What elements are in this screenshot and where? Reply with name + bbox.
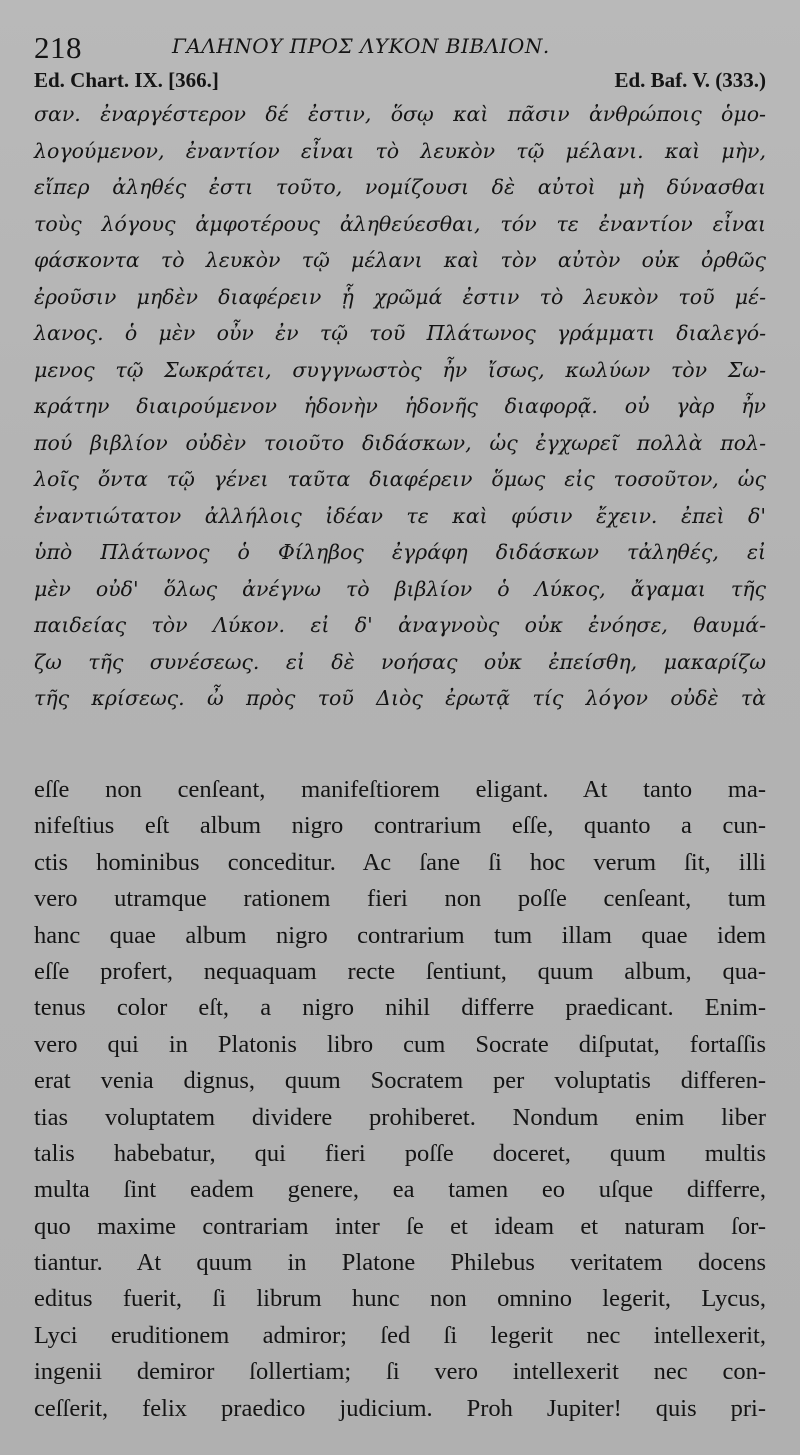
running-title: ΓΑΛΗΝΟΥ ΠΡΟΣ ΛΥΚΟΝ ΒΙΒΛΙΟΝ.	[172, 34, 550, 58]
edition-ref-basel: Ed. Baf. V. (333.)	[614, 68, 766, 92]
greek-text-line: μὲν οὐδ' ὅλως ἀνέγνω τὸ βιβλίον ὁ Λύκος, ἄγαμαι τῆς	[34, 576, 766, 601]
latin-text-line: hanc quae album nigro contrarium tum illam quae idem	[34, 921, 766, 949]
greek-text-block	[34, 96, 766, 717]
edition-ref-chartier: Ed. Chart. IX. [366.]	[34, 68, 219, 92]
latin-text-line: editus fuerit, ſi librum hunc non omnino legerit, Lycus,	[34, 1285, 766, 1313]
page-number: 218	[34, 30, 82, 65]
latin-text-line: eſſe non cenſeant, manifeſtiorem eligant. At tanto ma-	[34, 776, 766, 803]
latin-text-line: erat venia dignus, quum Socratem per voluptatis differen-	[34, 1067, 766, 1095]
latin-text-line: talis habebatur, qui fieri poſſe doceret, quum multis	[34, 1139, 766, 1167]
latin-text-line: tenus color eſt, a nigro nihil differre praedicant. Enim-	[34, 994, 766, 1022]
latin-text-line: ctis hominibus conceditur. Ac ſane ſi hoc verum ſit, illi	[34, 848, 766, 876]
latin-text-line: ingenii demiror ſollertiam; ſi vero intellexerit nec con-	[34, 1358, 766, 1386]
greek-text-line: ἐροῦσιν μηδὲν διαφέρειν ᾗ χρῶμά ἐστιν τὸ λευκὸν τοῦ μέ-	[34, 284, 766, 309]
latin-text-line: tiantur. At quum in Platone Philebus veritatem docens	[34, 1249, 766, 1277]
greek-text-line: σαν. ἐναργέστερον δέ ἐστιν, ὅσῳ καὶ πᾶσιν ἀνθρώποις ὁμο-	[34, 102, 766, 126]
greek-text-line: κράτην διαιρούμενον ἡδονὴν ἡδονῆς διαφορᾷ. οὐ γὰρ ἦν	[34, 394, 766, 418]
latin-text-line: tias voluptatem dividere prohiberet. Nondum enim liber	[34, 1103, 766, 1131]
greek-text-line: ζω τῆς συνέσεως. εἰ δὲ νοήσας οὐκ ἐπείσθη, μακαρίζω	[34, 649, 766, 674]
greek-text-line: ὑπὸ Πλάτωνος ὁ Φίληβος ἐγράφη διδάσκων τἀληθές, εἰ	[34, 540, 766, 564]
greek-text-line: φάσκοντα τὸ λευκὸν τῷ μέλανι καὶ τὸν αὐτὸν οὐκ ὀρθῶς	[34, 248, 766, 272]
greek-text-line: μενος τῷ Σωκράτει, συγγνωστὸς ἦν ἴσως, κωλύων τὸν Σω-	[34, 357, 766, 382]
greek-text-line: τοὺς λόγους ἀμφοτέρους ἀληθεύεσθαι, τόν τε ἐναντίον εἶναι	[34, 211, 766, 236]
greek-text-line: τῆς κρίσεως. ὦ πρὸς τοῦ Διὸς ἐρωτᾷ τίς λόγον οὐδὲ τὰ	[34, 686, 766, 710]
greek-text-line: ἐναντιώτατον ἀλλήλοις ἰδέαν τε καὶ φύσιν ἔχειν. ἐπεὶ δ'	[34, 503, 766, 528]
latin-text-block	[34, 772, 766, 1427]
latin-text-line: ceſſerit, felix praedico judicium. Proh Jupiter! quis pri-	[34, 1394, 766, 1422]
latin-text-line: nifeſtius eſt album nigro contrarium eſſe, quanto a cun-	[34, 812, 766, 840]
greek-text-line: εἴπερ ἀληθές ἐστι τοῦτο, νομίζουσι δὲ αὐτοὶ μὴ δύνασθαι	[34, 175, 766, 199]
running-head	[34, 22, 766, 66]
edition-references	[34, 68, 766, 98]
greek-text-line: λανος. ὁ μὲν οὖν ἐν τῷ τοῦ Πλάτωνος γράμματι διαλεγό-	[34, 321, 766, 345]
greek-text-line: πού βιβλίον οὐδὲν τοιοῦτο διδάσκων, ὡς ἐγχωρεῖ πολλὰ πολ-	[34, 430, 766, 455]
latin-text-line: eſſe profert, nequaquam recte ſentiunt, quum album, qua-	[34, 957, 766, 985]
latin-text-line: vero qui in Platonis libro cum Socrate diſputat, fortaſſis	[34, 1030, 766, 1058]
latin-text-line: quo maxime contrariam inter ſe et ideam et naturam ſor-	[34, 1212, 766, 1240]
greek-text-line: παιδείας τὸν Λύκον. εἰ δ' ἀναγνοὺς οὐκ ἐνόησε, θαυμά-	[34, 613, 766, 637]
greek-text-line: λοῖς ὄντα τῷ γένει ταῦτα διαφέρειν ὅμως εἰς τοσοῦτον, ὡς	[34, 467, 766, 491]
latin-text-line: multa ſint eadem genere, ea tamen eo uſque differre,	[34, 1176, 766, 1204]
latin-text-line: Lyci eruditionem admiror; ſed ſi legerit nec intellexerit,	[34, 1321, 766, 1349]
latin-text-line: vero utramque rationem fieri non poſſe cenſeant, tum	[34, 885, 766, 913]
greek-text-line: λογούμενον, ἐναντίον εἶναι τὸ λευκὸν τῷ μέλανι. καὶ μὴν,	[34, 138, 766, 163]
